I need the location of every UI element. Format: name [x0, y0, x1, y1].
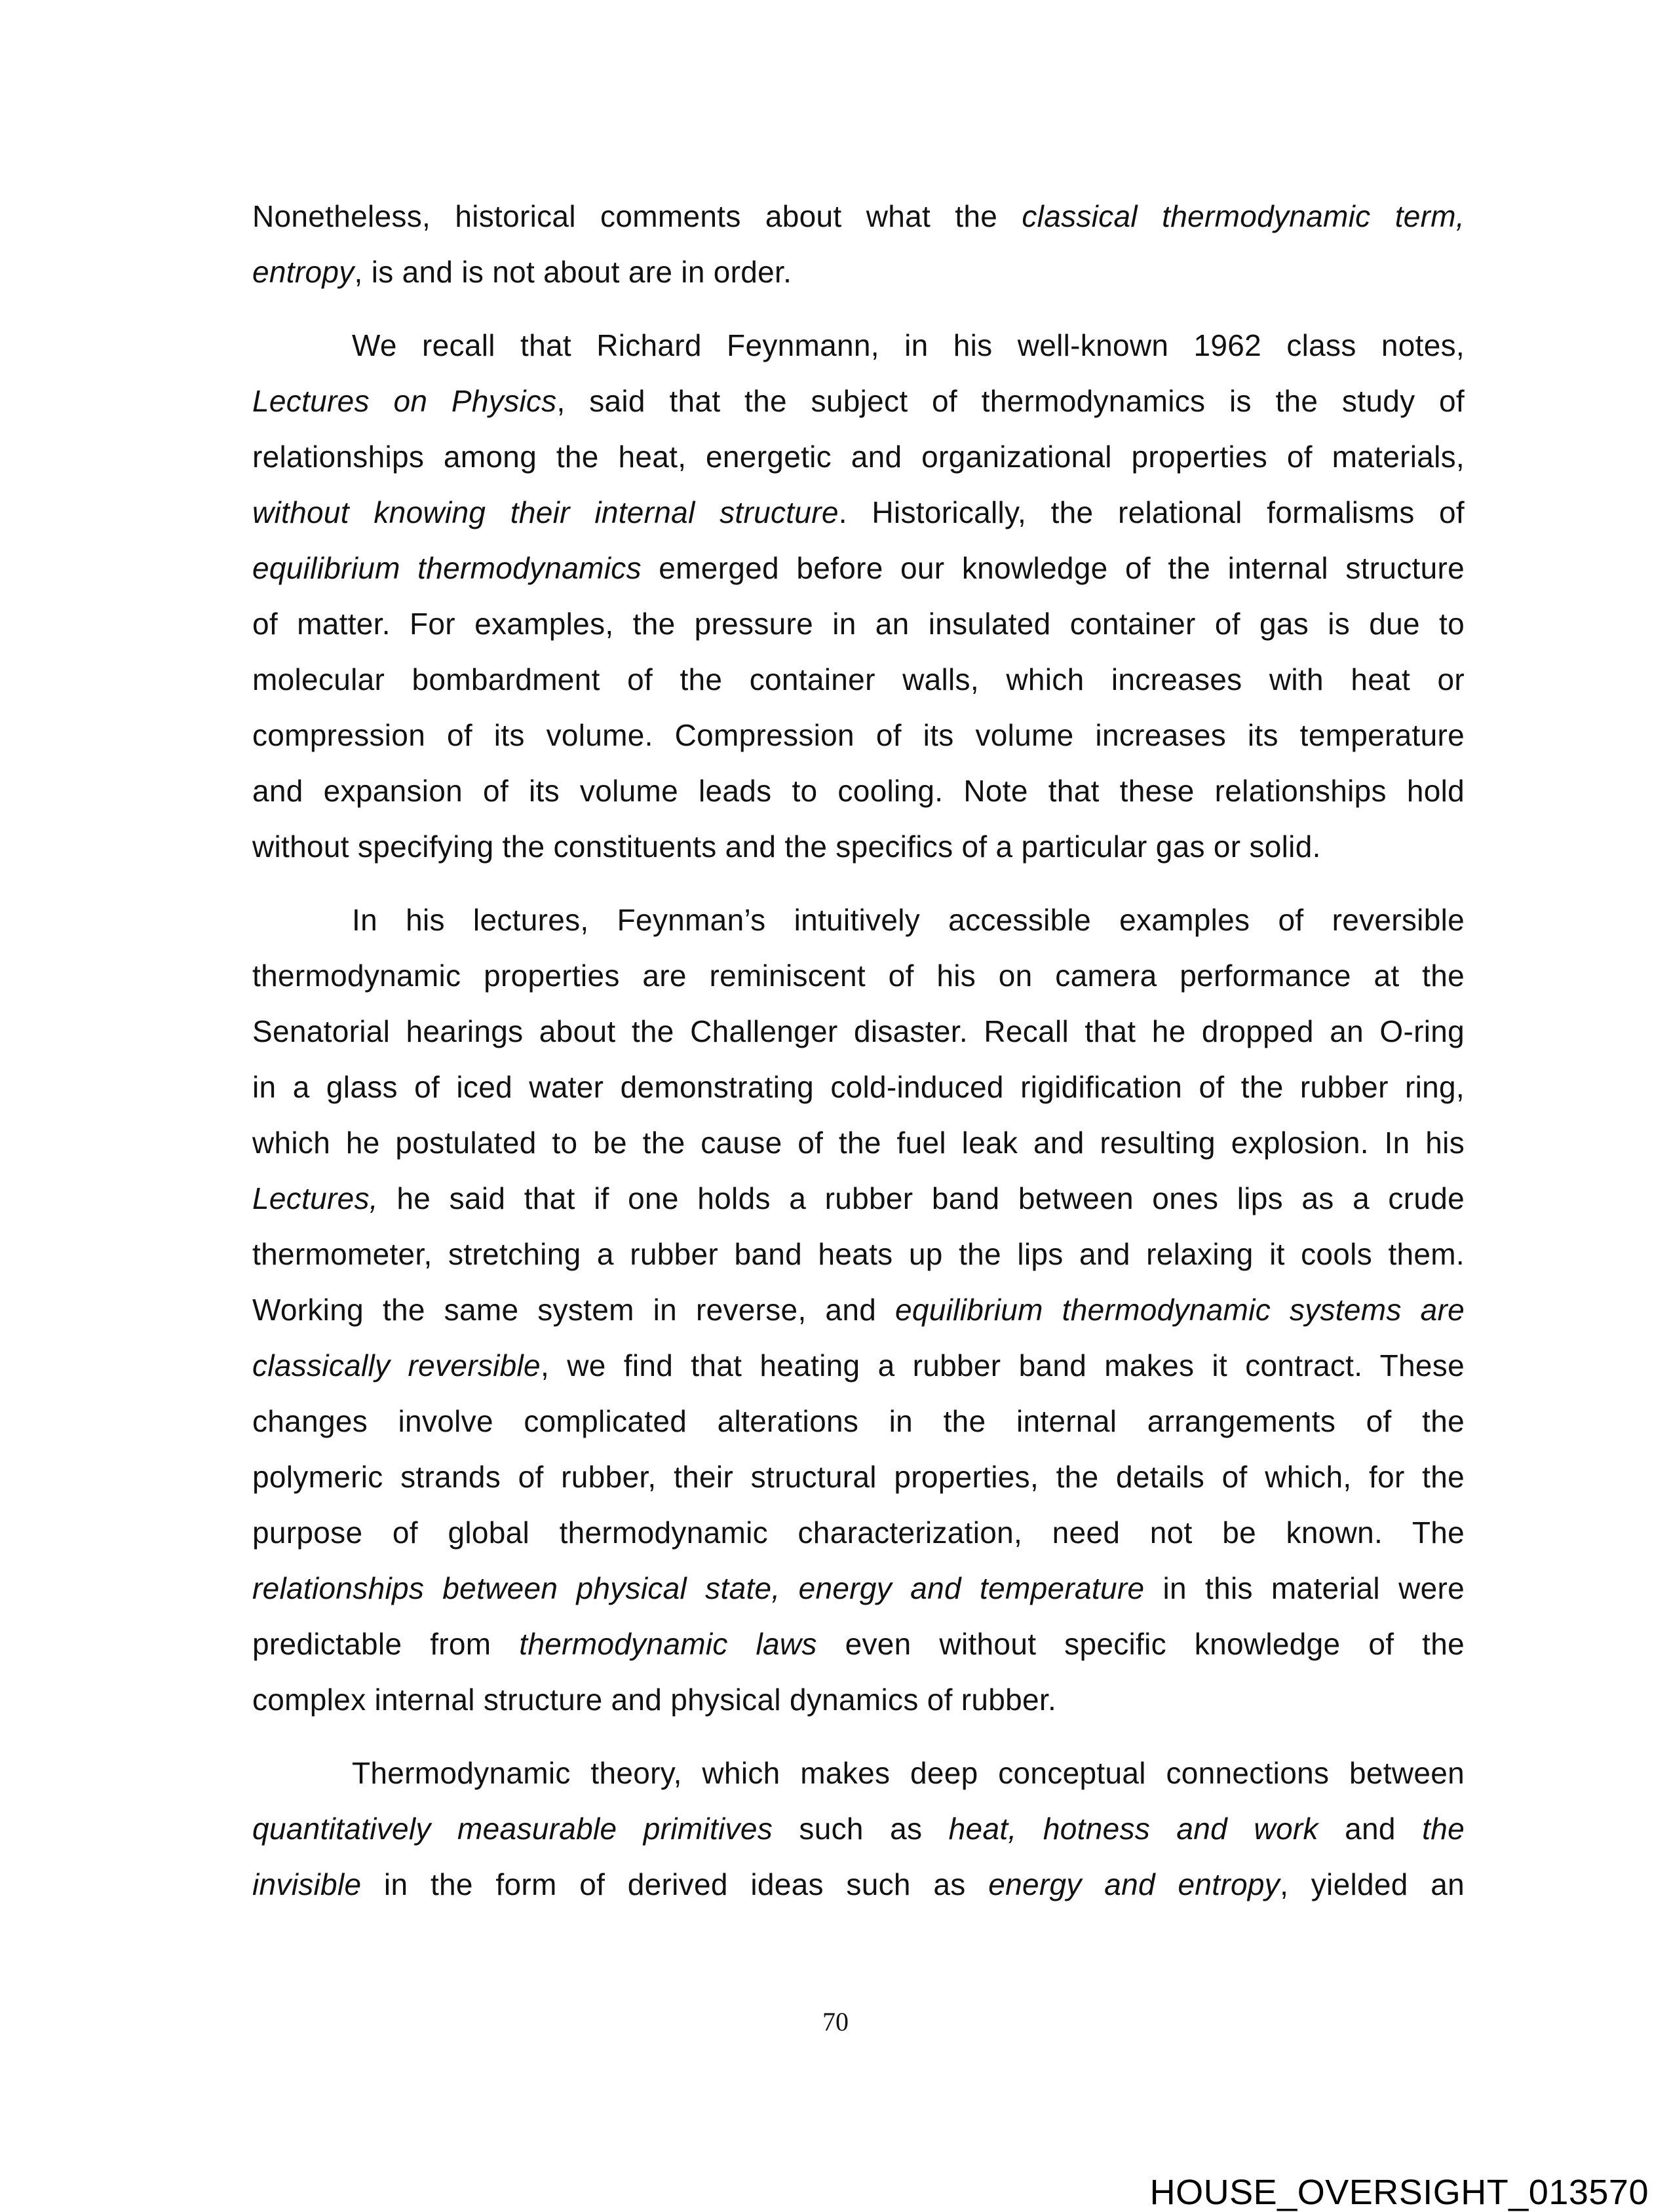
text-line	[252, 771, 1465, 810]
text-line	[252, 827, 1465, 866]
text-run: , yielded an	[1280, 1867, 1465, 1901]
text-line	[252, 1123, 1465, 1162]
italic-text: without knowing their internal structure	[252, 495, 839, 529]
text-run: , is and is not about are in order.	[354, 255, 792, 289]
text-run: without specifying the constituents and the specifics of a particular gas or solid.	[252, 830, 1321, 864]
text-run: of matter. For examples, the pressure in an insulated container of gas is due to	[252, 607, 1465, 641]
bates-stamp: HOUSE_OVERSIGHT_013570	[1149, 2173, 1649, 2212]
italic-text: energy and entropy	[988, 1867, 1280, 1901]
text-line	[252, 437, 1465, 476]
text-run: and expansion of its volume leads to cooling. Note that these relationships hold	[252, 774, 1465, 808]
text-run: purpose of global thermodynamic characterization, need not be known. The	[252, 1516, 1465, 1550]
text-run: thermometer, stretching a rubber band heats up the lips and relaxing it cools them.	[252, 1237, 1465, 1271]
text-run: predictable from	[252, 1627, 520, 1661]
text-line	[252, 1865, 1465, 1904]
italic-text: thermodynamic laws	[519, 1627, 817, 1661]
text-line	[252, 1290, 1465, 1329]
text-line	[252, 1234, 1465, 1274]
text-line	[252, 197, 1465, 236]
text-line	[252, 1179, 1465, 1218]
text-line	[352, 900, 1465, 940]
text-line	[252, 715, 1465, 755]
text-line	[252, 1067, 1465, 1107]
italic-text: classically reversible	[252, 1348, 541, 1382]
text-run: , said that the subject of thermodynamics is the study of	[556, 384, 1465, 418]
text-run: , we find that heating a rubber band makes it contract. These	[540, 1348, 1465, 1382]
italic-text: Lectures on Physics	[252, 384, 557, 418]
text-run: in this material were	[1144, 1571, 1465, 1605]
text-run: such as	[773, 1812, 949, 1846]
text-line	[252, 493, 1465, 532]
text-run: polymeric strands of rubber, their structural properties, the details of which, for the	[252, 1460, 1465, 1494]
italic-text: entropy	[252, 255, 355, 289]
text-run: . Historically, the relational formalisms of	[838, 495, 1465, 529]
text-run: emerged before our knowledge of the internal structure	[641, 551, 1465, 585]
text-line	[252, 1569, 1465, 1608]
italic-text: equilibrium thermodynamics	[252, 551, 642, 585]
text-line	[352, 326, 1465, 365]
text-run: even without specific knowledge of the	[816, 1627, 1465, 1661]
text-line	[252, 1012, 1465, 1051]
page-number: 70	[822, 2007, 849, 2036]
text-line	[252, 1680, 1465, 1719]
italic-text: classical thermodynamic term,	[1022, 199, 1465, 233]
text-run: We recall that Richard Feynmann, in his well-known 1962 class notes,	[352, 328, 1465, 362]
text-line	[252, 252, 1465, 292]
text-run: In his lectures, Feynman’s intuitively accessible examples of reversible	[352, 903, 1465, 937]
text-line	[252, 1457, 1465, 1497]
text-run: Senatorial hearings about the Challenger disaster. Recall that he dropped an O-ring	[252, 1014, 1465, 1048]
italic-text: the	[1422, 1812, 1465, 1846]
text-run: and	[1318, 1812, 1423, 1846]
italic-text: quantitatively measurable primitives	[252, 1812, 773, 1846]
text-run: thermodynamic properties are reminiscent of his on camera performance at the	[252, 959, 1465, 993]
text-line	[252, 1346, 1465, 1385]
text-line	[252, 604, 1465, 643]
text-run: which he postulated to be the cause of the fuel leak and resulting explosion. In his	[252, 1126, 1465, 1160]
italic-text: invisible	[252, 1867, 362, 1901]
italic-text: equilibrium thermodynamic systems are	[895, 1293, 1465, 1327]
text-run: complex internal structure and physical dynamics of rubber.	[252, 1683, 1057, 1717]
text-run: in the form of derived ideas such as	[361, 1867, 989, 1901]
text-run: in a glass of iced water demonstrating cold-induced rigidification of the rubber ring,	[252, 1070, 1465, 1104]
text-run: he said that if one holds a rubber band between ones lips as a crude	[377, 1181, 1465, 1215]
text-line	[252, 548, 1465, 588]
text-line	[252, 1513, 1465, 1552]
text-run: molecular bombardment of the container walls, which increases with heat or	[252, 662, 1465, 696]
text-run: Working the same system in reverse, and	[252, 1293, 895, 1327]
text-run: Thermodynamic theory, which makes deep conceptual connections between	[352, 1756, 1465, 1790]
italic-text: Lectures,	[252, 1181, 378, 1215]
text-line	[252, 381, 1465, 421]
text-run: changes involve complicated alterations in the internal arrangements of the	[252, 1404, 1465, 1438]
text-run: Nonetheless, historical comments about what the	[252, 199, 1022, 233]
text-run: relationships among the heat, energetic and organizational properties of materials,	[252, 440, 1465, 474]
text-line	[252, 1624, 1465, 1664]
text-line	[252, 956, 1465, 995]
italic-text: heat, hotness and work	[948, 1812, 1318, 1846]
text-line	[252, 1402, 1465, 1441]
italic-text: relationships between physical state, energy and temperature	[252, 1571, 1145, 1605]
text-run: compression of its volume. Compression of its volume increases its temperature	[252, 718, 1465, 752]
text-line	[352, 1753, 1465, 1793]
text-line	[252, 660, 1465, 699]
text-line	[252, 1809, 1465, 1848]
